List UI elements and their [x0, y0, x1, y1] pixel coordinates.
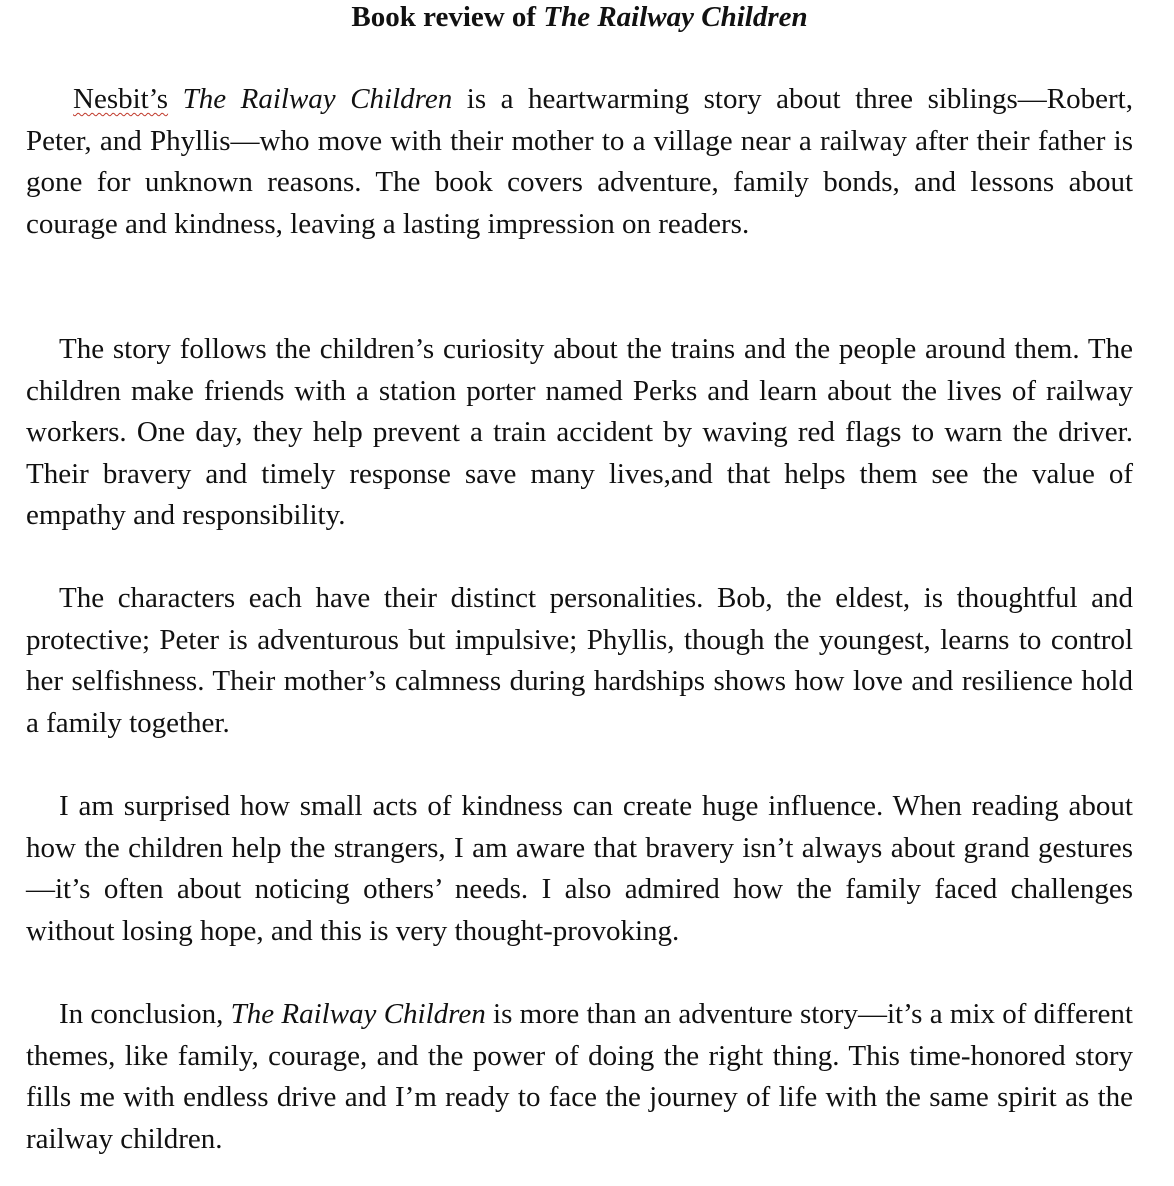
document-title: [26, 0, 1133, 34]
paragraph-reflection: I am surprised how small acts of kindness can create huge influence. When reading about how the children help the strangers, I am aware that bravery isn’t always about grand gestures—it’s often about noticing others’ needs. I also admired how the family faced challenges without losing hope, and this is very thought-provoking.: [26, 790, 1133, 947]
paragraph-conclusion: [26, 994, 1133, 1160]
title-book-name: The Railway Children: [543, 1, 808, 33]
document-page: [26, 0, 1133, 1155]
book-title-inline: The Railway Children: [230, 998, 486, 1030]
title-prefix: Book review of: [351, 1, 544, 33]
paragraph-story: The story follows the children’s curiosity about the trains and the people around them. The children make friends with a station porter named Perks and learn about the lives of railway workers. One day, they help prevent a train accident by waving red flags to warn the driver. Their bravery and timely response save many lives,and that helps them see the value of empathy and responsibility.: [26, 333, 1133, 531]
paragraph-characters: The characters each have their distinct personalities. Bob, the eldest, is thoughtful and protective; Peter is adventurous but impulsive; Phyllis, though the youngest, learns to control her selfishness. Their mother’s calmness during hardships shows how love and resilience hold a family together.: [26, 582, 1133, 739]
book-title-inline: The Railway Children: [182, 83, 453, 115]
author-name: Nesbit’s: [73, 83, 169, 115]
paragraph-introduction: [26, 79, 1133, 245]
conclusion-intro: In conclusion,: [59, 998, 231, 1030]
paragraph-text: is a heartwarming story about three siblings—Robert, Peter, and Phyllis—who move with their mother to a village near a railway after their father is gone for unknown reasons. The book covers adventure, family bonds, and lessons about courage and kindness, leaving a lasting impression on readers.: [26, 83, 1133, 240]
paragraph-text: is more than an adventure story—it’s a mix of different themes, like family, courage, and the power of doing the right thing. This time-honored story fills me with endless drive and I’m ready to face the journey of life with the same spirit as the railway children.: [26, 998, 1133, 1155]
